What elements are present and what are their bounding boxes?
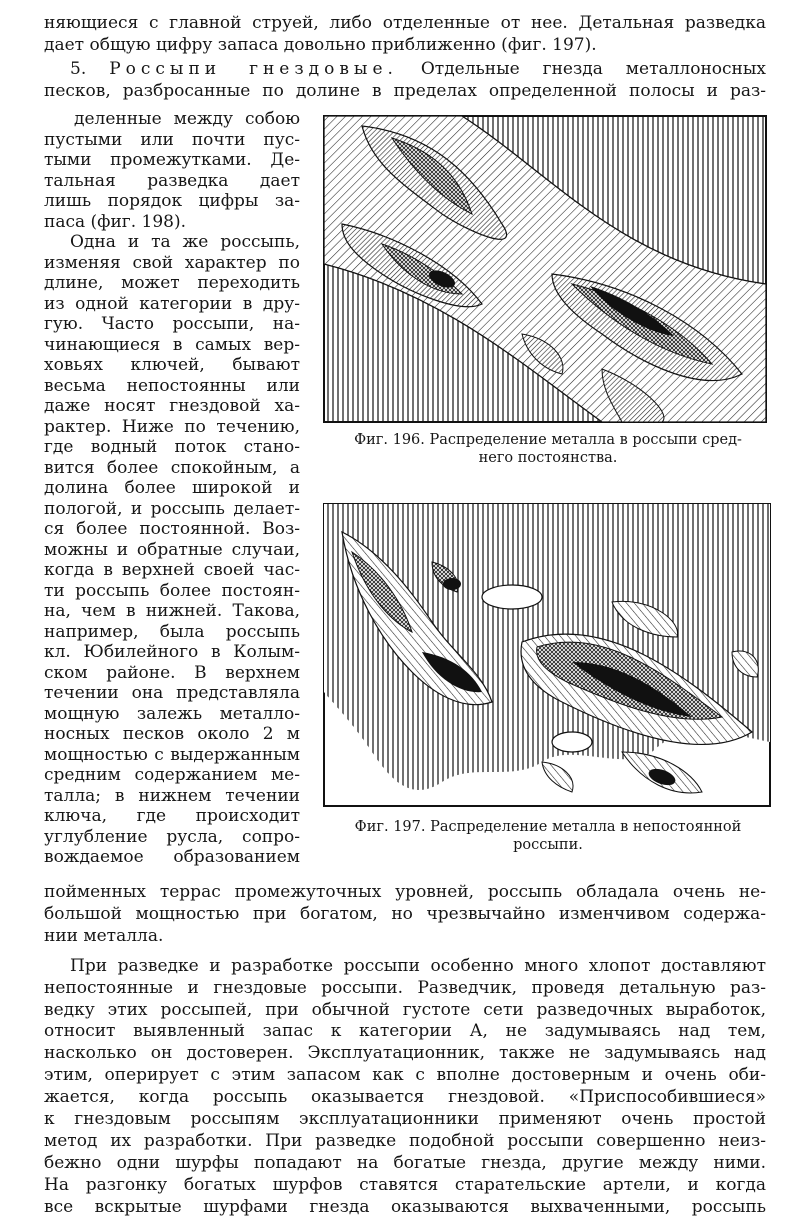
figure-197-illustration xyxy=(322,502,772,808)
left-column-line: ти россыпь более постоян- xyxy=(44,580,300,601)
left-column-line: вождаемое образованием xyxy=(44,847,300,867)
left-column-line: тыми промежутками. Де- xyxy=(44,150,300,170)
left-column-line: чинающиеся в самых вер- xyxy=(44,334,300,355)
left-column-line: талла; в нижнем течении xyxy=(44,785,300,806)
caption-line: россыпи. xyxy=(513,837,583,853)
left-column-line: ховьях ключей, бывают xyxy=(44,355,300,375)
body-text-line: относит выявленный запас к категории А, не задумываясь над тем, xyxy=(44,1021,766,1042)
text-line: дает общую цифру запаса довольно приближенно (фиг. 197). xyxy=(44,35,597,55)
body-text-line: жается, когда россыпь оказывается гнездовой. «Приспособившиеся» xyxy=(44,1087,766,1108)
left-column-line: из одной категории в дру- xyxy=(44,293,300,314)
text-line: песков, разбросанные по долине в пределах определенной полосы и раз- xyxy=(44,81,766,101)
left-column-line: вится более спокойным, а xyxy=(44,457,300,478)
body-text-line: большой мощностью при богатом, но чрезвычайно изменчивом содержа- xyxy=(44,903,766,924)
body-text-line: все вскрытые шурфами гнезда оказываются выхваченными, россыпь xyxy=(44,1196,766,1217)
left-column-line: Одна и та же россыпь, xyxy=(70,232,300,252)
left-column-line: тальная разведка дает xyxy=(44,170,300,191)
left-column-line: пологой, и россыпь делает- xyxy=(44,498,300,519)
figure-197-caption xyxy=(328,818,768,854)
caption-line: Фиг. 196. Распределение металла в россыпи сред- xyxy=(354,432,742,448)
body-text-line: насколько он достоверен. Эксплуатационник, также не задумываясь над xyxy=(44,1043,766,1064)
left-column-line: когда в верхней своей час- xyxy=(44,560,300,580)
body-text-line: метод их разработки. При разведке подобной россыпи совершенно неиз- xyxy=(44,1130,766,1151)
text-run: Отдельные гнезда металлоносных xyxy=(420,59,766,79)
left-column-line: можны и обратные случаи, xyxy=(44,539,300,560)
left-column-line: ском районе. В верхнем xyxy=(44,662,300,683)
left-column-line: пустыми или почти пус- xyxy=(44,129,300,150)
section-heading-line xyxy=(44,60,766,79)
figure-196-caption xyxy=(336,431,760,467)
left-column-line: мощную залежь металло- xyxy=(44,703,300,724)
section-number: 5. xyxy=(70,59,87,79)
left-column-line: мощностью с выдержанным xyxy=(44,744,300,765)
left-column-line: например, была россыпь xyxy=(44,621,300,642)
left-column-line: весьма непостоянны или xyxy=(44,375,300,396)
left-column-line: гую. Часто россыпи, на- xyxy=(44,314,300,334)
body-text-line: На разгонку богатых шурфов ставятся старательские артели, и когда xyxy=(44,1174,766,1195)
left-column-line: кл. Юбилейного в Колым- xyxy=(44,642,300,662)
figure-196-illustration xyxy=(322,114,768,426)
body-text-line: бежно одни шурфы попадают на богатые гнезда, другие между ними. xyxy=(44,1152,766,1173)
left-column-line: углубление русла, сопро- xyxy=(44,826,300,847)
left-column-line: ся более постоянной. Воз- xyxy=(44,519,300,539)
body-text-line: непостоянные и гнездовые россыпи. Разведчик, проведя детальную раз- xyxy=(44,977,766,998)
left-column-line: длине, может переходить xyxy=(44,273,300,293)
left-column-line: течении она представляла xyxy=(44,683,300,703)
left-column-line: средним содержанием ме- xyxy=(44,765,300,785)
left-column-line: деленные между собою xyxy=(74,109,300,129)
body-text-line: ведку этих россыпей, при обычной густоте сети разведочных выработок, xyxy=(44,999,766,1020)
left-column-line: носных песков около 2 м xyxy=(44,724,300,744)
body-text-line: этим, оперирует с этим запасом как с вполне достоверным и очень оби- xyxy=(44,1065,766,1086)
left-column-line: рактер. Ниже по течению, xyxy=(44,416,300,437)
caption-line: Фиг. 197. Распределение металла в непостоянной xyxy=(354,819,742,835)
body-text-line: нии металла. xyxy=(44,925,164,946)
left-column-line: паса (фиг. 198). xyxy=(44,211,186,232)
left-column-line: лишь порядок цифры за- xyxy=(44,191,300,211)
caption-line: него постоянства. xyxy=(478,450,618,466)
text-line: няющиеся с главной струей, либо отделенные от нее. Детальная разведка xyxy=(44,13,766,33)
left-column-line: долина более широкой и xyxy=(44,478,300,498)
left-column-line: на, чем в нижней. Такова, xyxy=(44,601,300,621)
left-column-line: даже носят гнездовой ха- xyxy=(44,396,300,416)
body-text-line: При разведке и разработке россыпи особенно много хлопот доставляют xyxy=(70,955,766,976)
body-text-line: к гнездовым россыпям эксплуатационники применяют очень простой xyxy=(44,1109,766,1129)
section-title: Россыпи гнездовые. xyxy=(109,59,398,79)
left-column-line: ключа, где происходит xyxy=(44,806,300,826)
left-column-line: где водный поток стано- xyxy=(44,437,300,457)
left-column-line: изменяя свой характер по xyxy=(44,252,300,273)
body-text-line: пойменных террас промежуточных уровней, россыпь обладала очень не- xyxy=(44,882,766,902)
